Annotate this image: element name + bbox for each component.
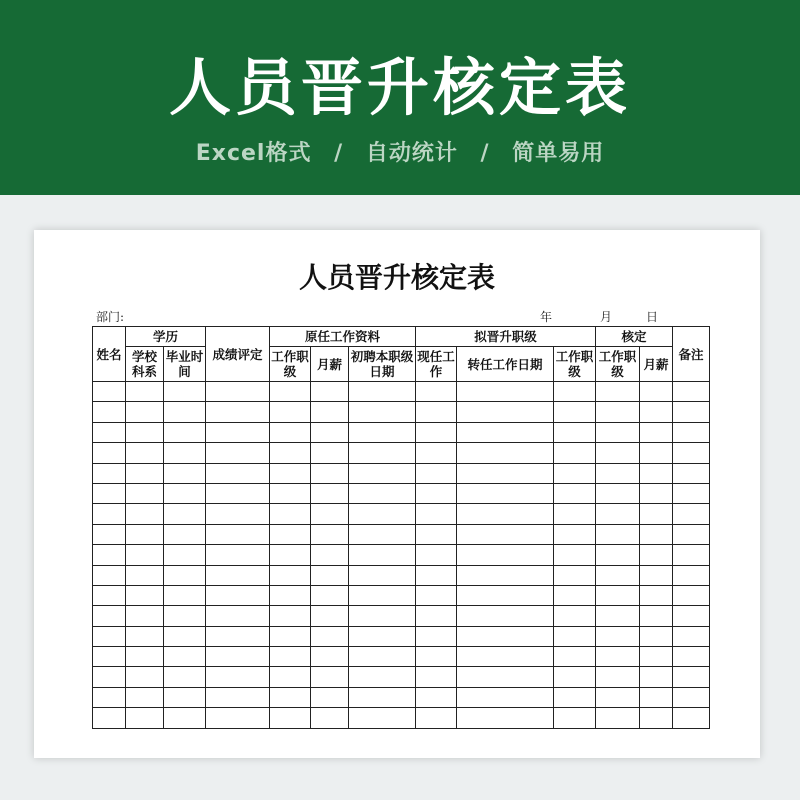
table-cell[interactable] <box>416 667 457 687</box>
header-name: 姓名 <box>93 327 126 382</box>
table-cell[interactable] <box>311 626 349 646</box>
table-cell[interactable] <box>349 463 416 483</box>
header-original-level: 工作职级 <box>270 347 311 382</box>
table-cell[interactable] <box>349 585 416 605</box>
banner-title: 人员晋升核定表 <box>168 51 631 124</box>
header-graduation-time: 毕业时间 <box>164 347 206 382</box>
table-cell[interactable] <box>673 585 710 605</box>
table-cell[interactable] <box>416 647 457 667</box>
table-cell[interactable] <box>596 545 640 565</box>
table-cell[interactable] <box>640 626 673 646</box>
table-cell[interactable] <box>596 606 640 626</box>
table-cell[interactable] <box>554 524 596 544</box>
table-cell[interactable] <box>554 504 596 524</box>
table-cell[interactable] <box>164 545 206 565</box>
table-cell[interactable] <box>349 687 416 707</box>
table-cell[interactable] <box>206 585 270 605</box>
table-cell[interactable] <box>457 504 554 524</box>
table-row <box>93 606 710 626</box>
table-cell[interactable] <box>93 382 126 402</box>
table-cell[interactable] <box>93 545 126 565</box>
table-cell[interactable] <box>457 647 554 667</box>
table-cell[interactable] <box>164 687 206 707</box>
table-cell[interactable] <box>349 708 416 728</box>
table-cell[interactable] <box>93 626 126 646</box>
table-row <box>93 626 710 646</box>
table-cell[interactable] <box>596 687 640 707</box>
table-cell[interactable] <box>416 545 457 565</box>
table-cell[interactable] <box>554 667 596 687</box>
table-cell[interactable] <box>126 565 164 585</box>
table-cell[interactable] <box>457 565 554 585</box>
table-cell[interactable] <box>596 708 640 728</box>
table-cell[interactable] <box>554 382 596 402</box>
table-cell[interactable] <box>126 647 164 667</box>
table-cell[interactable] <box>311 422 349 442</box>
header-approved-level: 工作职级 <box>596 347 640 382</box>
table-row <box>93 463 710 483</box>
table-cell[interactable] <box>270 443 311 463</box>
table-cell[interactable] <box>164 382 206 402</box>
table-row <box>93 545 710 565</box>
table-row <box>93 382 710 402</box>
table-cell[interactable] <box>596 585 640 605</box>
table-cell[interactable] <box>457 382 554 402</box>
table-cell[interactable] <box>673 667 710 687</box>
header-evaluation: 成绩评定 <box>206 327 270 382</box>
table-cell[interactable] <box>126 687 164 707</box>
table-cell[interactable] <box>126 524 164 544</box>
table-cell[interactable] <box>206 647 270 667</box>
table-cell[interactable] <box>311 443 349 463</box>
table-cell[interactable] <box>164 606 206 626</box>
table-cell[interactable] <box>311 504 349 524</box>
table-cell[interactable] <box>554 483 596 503</box>
table-cell[interactable] <box>93 463 126 483</box>
table-cell[interactable] <box>673 626 710 646</box>
table-row <box>93 687 710 707</box>
feature-easy-use: 简单易用 <box>512 141 605 166</box>
table-cell[interactable] <box>596 443 640 463</box>
table-cell[interactable] <box>270 708 311 728</box>
table-cell[interactable] <box>416 422 457 442</box>
table-cell[interactable] <box>349 443 416 463</box>
table-cell[interactable] <box>457 585 554 605</box>
table-cell[interactable] <box>349 524 416 544</box>
table-cell[interactable] <box>311 545 349 565</box>
table-cell[interactable] <box>270 545 311 565</box>
table-cell[interactable] <box>206 606 270 626</box>
header-original-salary: 月薪 <box>311 347 349 382</box>
table-cell[interactable] <box>93 687 126 707</box>
table-cell[interactable] <box>270 565 311 585</box>
header-proposed-level-col: 工作职级 <box>554 347 596 382</box>
table-cell[interactable] <box>93 524 126 544</box>
table-cell[interactable] <box>457 687 554 707</box>
table-cell[interactable] <box>126 708 164 728</box>
table-cell[interactable] <box>311 483 349 503</box>
table-cell[interactable] <box>126 422 164 442</box>
header-original-info: 原任工作资料 <box>270 327 416 347</box>
table-cell[interactable] <box>416 443 457 463</box>
table-cell[interactable] <box>457 524 554 544</box>
table-cell[interactable] <box>126 382 164 402</box>
table-cell[interactable] <box>640 606 673 626</box>
table-cell[interactable] <box>126 545 164 565</box>
table-cell[interactable] <box>164 443 206 463</box>
table-cell[interactable] <box>206 545 270 565</box>
table-cell[interactable] <box>640 443 673 463</box>
table-cell[interactable] <box>457 626 554 646</box>
table-cell[interactable] <box>554 687 596 707</box>
table-cell[interactable] <box>164 565 206 585</box>
table-cell[interactable] <box>164 647 206 667</box>
table-cell[interactable] <box>554 708 596 728</box>
table-row <box>93 585 710 605</box>
table-cell[interactable] <box>349 647 416 667</box>
table-cell[interactable] <box>596 483 640 503</box>
table-cell[interactable] <box>164 402 206 422</box>
table-cell[interactable] <box>416 402 457 422</box>
table-cell[interactable] <box>311 708 349 728</box>
table-cell[interactable] <box>554 626 596 646</box>
table-cell[interactable] <box>673 402 710 422</box>
promotion-table <box>92 326 710 729</box>
table-cell[interactable] <box>596 524 640 544</box>
table-cell[interactable] <box>93 402 126 422</box>
header-remarks: 备注 <box>673 327 710 382</box>
table-cell[interactable] <box>457 667 554 687</box>
table-row <box>93 667 710 687</box>
table-cell[interactable] <box>349 402 416 422</box>
table-cell[interactable] <box>596 402 640 422</box>
table-cell[interactable] <box>311 647 349 667</box>
day-label: 日 <box>646 310 659 324</box>
header-proposed-level: 拟晋升职级 <box>416 327 596 347</box>
form-sheet <box>34 230 760 758</box>
table-cell[interactable] <box>206 422 270 442</box>
table-cell[interactable] <box>640 708 673 728</box>
table-row <box>93 565 710 585</box>
table-cell[interactable] <box>349 626 416 646</box>
table-cell[interactable] <box>164 667 206 687</box>
table-cell[interactable] <box>93 667 126 687</box>
table-cell[interactable] <box>673 647 710 667</box>
table-cell[interactable] <box>206 565 270 585</box>
table-cell[interactable] <box>311 687 349 707</box>
table-row <box>93 524 710 544</box>
table-cell[interactable] <box>554 422 596 442</box>
table-cell[interactable] <box>270 504 311 524</box>
table-cell[interactable] <box>457 606 554 626</box>
table-cell[interactable] <box>640 524 673 544</box>
table-cell[interactable] <box>164 524 206 544</box>
table-cell[interactable] <box>640 687 673 707</box>
table-cell[interactable] <box>457 708 554 728</box>
table-cell[interactable] <box>673 422 710 442</box>
table-row <box>93 483 710 503</box>
table-cell[interactable] <box>596 463 640 483</box>
feature-separator: / <box>480 141 490 166</box>
table-cell[interactable] <box>311 667 349 687</box>
table-cell[interactable] <box>640 585 673 605</box>
table-cell[interactable] <box>416 626 457 646</box>
table-row <box>93 708 710 728</box>
table-cell[interactable] <box>311 606 349 626</box>
table-row <box>93 647 710 667</box>
year-label: 年 <box>540 310 553 324</box>
department-label: 部门: <box>96 310 125 324</box>
table-cell[interactable] <box>164 463 206 483</box>
table-cell[interactable] <box>640 565 673 585</box>
table-cell[interactable] <box>206 382 270 402</box>
table-cell[interactable] <box>554 565 596 585</box>
table-cell[interactable] <box>673 565 710 585</box>
document-title: 人员晋升核定表 <box>298 261 495 294</box>
table-cell[interactable] <box>93 483 126 503</box>
feature-auto-stats: 自动统计 <box>365 141 458 166</box>
month-label: 月 <box>600 310 613 324</box>
table-row <box>93 504 710 524</box>
table-cell[interactable] <box>640 463 673 483</box>
table-cell[interactable] <box>349 382 416 402</box>
table-cell[interactable] <box>640 402 673 422</box>
header-banner <box>0 0 800 195</box>
table-cell[interactable] <box>349 545 416 565</box>
table-cell[interactable] <box>554 606 596 626</box>
table-cell[interactable] <box>206 483 270 503</box>
table-cell[interactable] <box>416 504 457 524</box>
table-cell[interactable] <box>457 422 554 442</box>
table-cell[interactable] <box>673 524 710 544</box>
table-cell[interactable] <box>349 483 416 503</box>
header-current-work: 现任工作 <box>416 347 457 382</box>
table-cell[interactable] <box>206 402 270 422</box>
header-school-dept: 学校科系 <box>126 347 164 382</box>
table-cell[interactable] <box>270 606 311 626</box>
header-approved: 核定 <box>596 327 673 347</box>
table-cell[interactable] <box>416 585 457 605</box>
table-cell[interactable] <box>270 422 311 442</box>
table-cell[interactable] <box>311 565 349 585</box>
banner-features <box>0 136 800 167</box>
table-cell[interactable] <box>554 402 596 422</box>
table-cell[interactable] <box>93 565 126 585</box>
table-cell[interactable] <box>270 687 311 707</box>
table-cell[interactable] <box>349 422 416 442</box>
table-cell[interactable] <box>206 504 270 524</box>
table-cell[interactable] <box>457 545 554 565</box>
table-cell[interactable] <box>93 443 126 463</box>
table-cell[interactable] <box>270 402 311 422</box>
table-cell[interactable] <box>457 463 554 483</box>
table-cell[interactable] <box>126 667 164 687</box>
table-cell[interactable] <box>596 382 640 402</box>
table-cell[interactable] <box>93 708 126 728</box>
table-cell[interactable] <box>270 647 311 667</box>
table-cell[interactable] <box>596 565 640 585</box>
table-cell[interactable] <box>596 422 640 442</box>
table-cell[interactable] <box>164 504 206 524</box>
table-cell[interactable] <box>457 402 554 422</box>
table-cell[interactable] <box>93 422 126 442</box>
table-cell[interactable] <box>126 443 164 463</box>
table-cell[interactable] <box>673 545 710 565</box>
table-cell[interactable] <box>416 606 457 626</box>
header-transfer-date: 转任工作日期 <box>457 347 554 382</box>
header-approved-salary: 月薪 <box>640 347 673 382</box>
table-cell[interactable] <box>311 524 349 544</box>
table-cell[interactable] <box>311 463 349 483</box>
table-row <box>93 422 710 442</box>
header-education: 学历 <box>126 327 206 347</box>
table-cell[interactable] <box>673 504 710 524</box>
table-cell[interactable] <box>93 585 126 605</box>
table-cell[interactable] <box>270 483 311 503</box>
table-cell[interactable] <box>349 667 416 687</box>
table-cell[interactable] <box>126 463 164 483</box>
table-cell[interactable] <box>164 483 206 503</box>
table-cell[interactable] <box>93 647 126 667</box>
table-cell[interactable] <box>206 463 270 483</box>
table-cell[interactable] <box>206 687 270 707</box>
table-cell[interactable] <box>640 667 673 687</box>
table-cell[interactable] <box>640 504 673 524</box>
table-cell[interactable] <box>673 443 710 463</box>
table-cell[interactable] <box>126 483 164 503</box>
table-cell[interactable] <box>164 585 206 605</box>
table-cell[interactable] <box>673 606 710 626</box>
table-cell[interactable] <box>554 545 596 565</box>
table-cell[interactable] <box>673 687 710 707</box>
table-cell[interactable] <box>416 708 457 728</box>
feature-excel-format: Excel格式 <box>195 141 312 166</box>
table-cell[interactable] <box>416 483 457 503</box>
table-cell[interactable] <box>416 463 457 483</box>
table-cell[interactable] <box>596 647 640 667</box>
table-cell[interactable] <box>93 606 126 626</box>
table-cell[interactable] <box>206 626 270 646</box>
table-cell[interactable] <box>640 545 673 565</box>
header-hire-date: 初聘本职级日期 <box>349 347 416 382</box>
table-cell[interactable] <box>126 402 164 422</box>
table-cell[interactable] <box>93 504 126 524</box>
table-cell[interactable] <box>349 606 416 626</box>
table-cell[interactable] <box>206 708 270 728</box>
table-cell[interactable] <box>416 565 457 585</box>
table-cell[interactable] <box>640 483 673 503</box>
table-cell[interactable] <box>270 667 311 687</box>
table-cell[interactable] <box>457 443 554 463</box>
table-cell[interactable] <box>457 483 554 503</box>
table-cell[interactable] <box>311 585 349 605</box>
table-cell[interactable] <box>554 443 596 463</box>
table-cell[interactable] <box>270 626 311 646</box>
table-cell[interactable] <box>416 524 457 544</box>
table-cell[interactable] <box>673 382 710 402</box>
table-cell[interactable] <box>311 402 349 422</box>
table-row <box>93 443 710 463</box>
table-cell[interactable] <box>270 463 311 483</box>
table-cell[interactable] <box>596 667 640 687</box>
table-cell[interactable] <box>673 463 710 483</box>
table-cell[interactable] <box>416 382 457 402</box>
table-cell[interactable] <box>596 504 640 524</box>
table-cell[interactable] <box>554 647 596 667</box>
table-cell[interactable] <box>554 585 596 605</box>
table-cell[interactable] <box>640 647 673 667</box>
table-cell[interactable] <box>206 667 270 687</box>
table-cell[interactable] <box>640 382 673 402</box>
table-cell[interactable] <box>270 585 311 605</box>
table-cell[interactable] <box>554 463 596 483</box>
table-cell[interactable] <box>311 382 349 402</box>
table-cell[interactable] <box>673 708 710 728</box>
table-cell[interactable] <box>206 443 270 463</box>
table-cell[interactable] <box>164 708 206 728</box>
table-row <box>93 402 710 422</box>
table-cell[interactable] <box>270 382 311 402</box>
table-cell[interactable] <box>270 524 311 544</box>
table-cell[interactable] <box>640 422 673 442</box>
table-cell[interactable] <box>349 565 416 585</box>
table-cell[interactable] <box>673 483 710 503</box>
feature-separator: / <box>334 141 344 166</box>
table-cell[interactable] <box>164 422 206 442</box>
table-cell[interactable] <box>126 606 164 626</box>
table-cell[interactable] <box>126 626 164 646</box>
table-cell[interactable] <box>596 626 640 646</box>
table-cell[interactable] <box>126 585 164 605</box>
table-cell[interactable] <box>164 626 206 646</box>
table-cell[interactable] <box>349 504 416 524</box>
table-cell[interactable] <box>416 687 457 707</box>
table-cell[interactable] <box>206 524 270 544</box>
table-cell[interactable] <box>126 504 164 524</box>
